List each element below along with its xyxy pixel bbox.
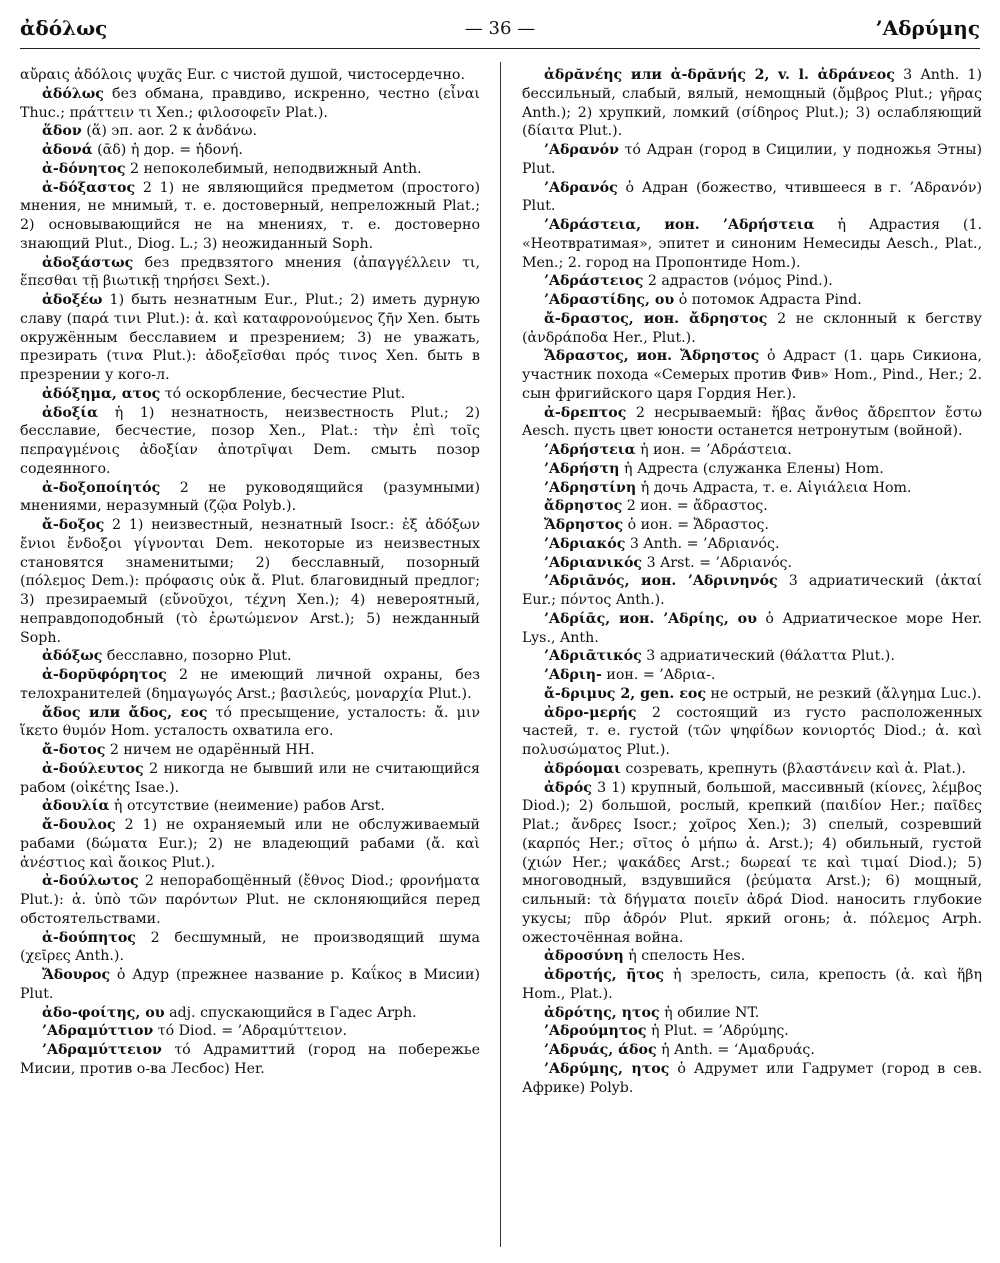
- dictionary-entry: [522, 404, 982, 442]
- right-column: [522, 66, 982, 1097]
- dictionary-entry: [522, 216, 982, 272]
- dictionary-entry: [20, 741, 480, 760]
- entry-headword: ἄ-δοτος: [42, 742, 106, 758]
- dictionary-entry: [522, 704, 982, 760]
- entry-definition: ἡ Plut. = ’Αδρύμης.: [646, 1023, 789, 1040]
- entry-definition: 2 1) неизвестный, незнатный Isocr.: ἐξ ἀδόξων ἔνιοι ἔνδοξοι γίγνονται Dem. некоторые из неизвестных становятся знаменитыми; 2) бесславный, позорный (πόλεμος Dem.): πρόφασις οὐκ ἄ. Plut. благовидный предлог; 3) презираемый (εὔνοῦχοι, τέχνη Xen.); 4) невероятный, неправдоподобный (τὸ ἐρωτώμενον Arst.); 5) нежданный Soph.: [20, 517, 480, 646]
- entry-headword: ’Αδράστεια, ион. ’Αδρήστεια: [544, 217, 815, 233]
- dictionary-entry: [522, 554, 982, 573]
- entry-headword: ἀ-δρεπτος: [544, 404, 627, 421]
- dictionary-entry: [20, 160, 480, 179]
- dictionary-entry: [522, 179, 982, 217]
- dictionary-entry: [20, 516, 480, 647]
- dictionary-entry: [522, 497, 982, 516]
- entry-headword: ἄ-δριμυς 2, gen. εος: [544, 685, 706, 702]
- entry-headword: ’Αδριανικός: [544, 554, 643, 571]
- dictionary-entry: [522, 479, 982, 498]
- entry-definition: без предвзятого мнения (ἀπαγγέλλειν τι, ἕπεσθαι τῇ βιωτικῇ τηρήσει Sext.).: [20, 254, 480, 290]
- entry-definition: ὁ ион. = Ἄδραστος.: [623, 517, 769, 533]
- entry-headword: ἄ-δοξος: [42, 517, 105, 533]
- dictionary-entry: [522, 685, 982, 704]
- entry-headword: ’Αδρύμης, ητος: [544, 1060, 670, 1077]
- entry-definition: 3 Anth. 1) бессильный, слабый, вялый, немощный (ὄμβρος Plut.; γῆρας Anth.); 2) хрупкий, ломкий (σίδηρος Plut.); 3) ослабляющий (δίαιτα Plut.).: [522, 67, 982, 140]
- entry-definition: αὔραις ἀδόλοις ψυχᾶς Eur. с чистой душой, чистосердечно.: [20, 67, 465, 83]
- entry-headword: ἀ-δοξοποίητός: [42, 479, 161, 496]
- dictionary-entry: [522, 310, 982, 348]
- dictionary-entry: [20, 929, 480, 967]
- entry-definition: 2 ничем не одарённый HH.: [105, 742, 315, 758]
- dictionary-entry: [522, 535, 982, 554]
- entry-definition: 2 1) не охраняемый или не обслуживаемый рабами (δώματα Eur.); 2) не владеющий рабами (ἄ. καὶ ἀνέστιος καὶ ἄοικος Plut.).: [20, 817, 480, 871]
- dictionary-entry: [20, 1004, 480, 1023]
- entry-headword: ἀδόξως: [42, 648, 103, 665]
- entry-definition: 2 не имеющий личной охраны, без телохранителей (δημαγωγός Arst.; βασιλεύς, μοναρχία Plut.).: [20, 667, 480, 702]
- dictionary-entry: [522, 441, 982, 460]
- dictionary-entry: [20, 666, 480, 704]
- entry-definition: τό Адрамиттий (город на побережье Мисии, против о-ва Лесбос) Her.: [20, 1042, 480, 1077]
- running-head-right: ’Αδρύμης: [875, 16, 980, 40]
- entry-definition: 1) быть незнатным Eur., Plut.; 2) иметь дурную славу (παρά τινι Plut.): ἀ. καὶ καταφρονούμενος ζῆν Xen. быть окружённым бесславием и презрением; 3) не уважать, презирать (τινα Plut.): ἀδοξεῖσθαι πρός τινος Xen. быть в презрении у кого-л.: [20, 292, 480, 383]
- entry-headword: ἅδον: [42, 123, 82, 140]
- entry-headword: ἀ-δούπητος: [42, 929, 136, 946]
- entry-definition: 2 ион. = ἄδραστος.: [622, 498, 768, 515]
- entry-headword: ’Αδραμύττιον: [42, 1023, 154, 1040]
- dictionary-entry: [20, 179, 480, 254]
- dictionary-entry: [522, 460, 982, 479]
- entry-definition: не острый, не резкий (ἄλγημα Luc.).: [706, 685, 982, 702]
- entry-definition: 2 состоящий из густо расположенных частей, т. е. густой (τῶν ψηφίδων κονιορτός Diod.; ἀ. καὶ πολυσώματος Plut.).: [522, 704, 982, 758]
- column-divider: [500, 62, 501, 1247]
- entry-headword: ἄ-δουλος: [42, 817, 116, 833]
- dictionary-entry: [20, 760, 480, 798]
- entry-definition: 2 никогда не бывший или не считающийся рабом (οἰκέτης Isae.).: [20, 760, 480, 796]
- running-head-left: ἀδόλως: [20, 16, 108, 40]
- entry-definition: ὁ Адриатическое море Her. Lys., Anth.: [522, 610, 982, 646]
- entry-headword: ἀδόξημα, ατος: [42, 385, 161, 402]
- dictionary-entry: [20, 85, 480, 123]
- entry-definition: τό оскорбление, бесчестие Plut.: [160, 385, 406, 402]
- entry-headword: ἀδοξάστως: [42, 254, 134, 271]
- dictionary-entry: [522, 1022, 982, 1041]
- entry-headword: ἀ-δόξαστος: [42, 179, 136, 196]
- entry-definition: 3 адриатический (ἀκταί Eur.; πόντος Anth.).: [522, 573, 982, 608]
- entry-definition: ἡ ион. = ’Αδράστεια.: [635, 442, 792, 458]
- entry-headword: ἀδόλως: [42, 85, 104, 102]
- entry-definition: ἡ спелость Hes.: [623, 948, 746, 965]
- entry-definition: 2 1) не являющийся предметом (простого) мнения, не мнимый, т. е. достоверный, непреложный Plat.; 2) основывающийся не на мнениях, т. е. достоверно знающий Plut., Diog. L.; 3) неожиданный Soph.: [20, 179, 480, 252]
- entry-headword: ’Αδριακός: [544, 535, 626, 552]
- dictionary-entry: [20, 1041, 480, 1079]
- entry-headword: ’Αδρούμητος: [544, 1023, 647, 1040]
- dictionary-entry: [20, 479, 480, 517]
- entry-headword: ἀδρο-μερής: [544, 704, 637, 721]
- dictionary-entry: [522, 647, 982, 666]
- dictionary-entry: [522, 272, 982, 291]
- entry-definition: 2 непоколебимый, неподвижный Anth.: [125, 160, 422, 177]
- left-column: [20, 66, 480, 1079]
- entry-headword: ’Αδρίᾱς, ион. ’Αδρίης, ου: [544, 610, 757, 627]
- entry-headword: ἀ-δούλωτος: [42, 873, 139, 890]
- entry-headword: ’Αδραστίδης, ου: [544, 292, 675, 308]
- dictionary-entry: [20, 66, 480, 85]
- entry-definition: ἡ 1) незнатность, неизвестность Plut.; 2) бесславие, бесчестие, позор Xen., Plat.: τὴν ἐπὶ τοῖς πεπραγμένοις ἀδοξίαν ἀποτρῖψαι Dem. смыть позор содеянного.: [20, 404, 480, 477]
- entry-definition: (ᾱδ) ἡ дор. = ἡδονή.: [92, 142, 243, 158]
- dictionary-entry: [20, 1022, 480, 1041]
- entry-definition: 3 1) крупный, большой, массивный (κίονες, λέμβος Diod.); 2) большой, рослый, крепкий (παιδίον Her.; παῖδες Plat.; ἄνδρες Isocr.; χοῖρος Xen.); 3) спелый, созревший (καρπός Her.; σῖτος ὁ μήπω ἀ. Arst.); 4) обильный, густой (χιών Her.; ψακάδες Arst.; δωρεαί τε καὶ τιμαί Diod.); 5) многоводный, вздувшийся (ῥεύματα Arst.); 6) мощный, сильный: τὰ δήγματα ποιεῖν ἀδρά Diod. наносить глубокие укусы; πῦρ ἀδρόν Plut. яркий огонь; ἀ. πόλεμος Arph. ожесточённая война.: [522, 779, 982, 946]
- entry-headword: ἀδοξία: [42, 404, 99, 421]
- entry-definition: ἡ Адреста (служанка Елены) Hom.: [619, 460, 884, 477]
- dictionary-entry: [522, 1004, 982, 1023]
- dictionary-entry: [20, 704, 480, 742]
- entry-definition: ἡ обилие NT.: [659, 1004, 760, 1021]
- entry-headword: Ἄδουρος: [42, 967, 111, 983]
- entry-headword: ’Αδράστειος: [544, 273, 644, 290]
- entry-definition: ὁ Адур (прежнее название р. Καΐκος в Мисии) Plut.: [20, 967, 480, 1002]
- dictionary-entry: [522, 141, 982, 179]
- entry-definition: созревать, крепнуть (βλαστάνειν καὶ ἀ. Plat.).: [620, 760, 966, 777]
- dictionary-entry: [522, 779, 982, 948]
- entry-headword: ’Αδριᾱτικός: [544, 648, 642, 665]
- entry-definition: τό пресыщение, усталость: ἄ. μιν ἵκετο θυμόν Hom. усталость охватила его.: [20, 704, 481, 740]
- entry-definition: 2 непорабощённый (ἔθνος Diod.; φρονήματα Plut.): ἀ. ὑπὸ τῶν παρόντων Plut. не склоняющийся перед обстоятельствами.: [20, 873, 480, 927]
- dictionary-entry: [522, 966, 982, 1004]
- entry-headword: ἀδονά: [42, 142, 93, 158]
- entry-definition: ἡ отсутствие (неимение) рабов Arst.: [109, 798, 385, 815]
- entry-definition: ἡ зрелость, сила, крепость (ἀ. καὶ ἥβη Hom., Plat.).: [522, 967, 983, 1002]
- dictionary-entry: [522, 947, 982, 966]
- entry-headword: ἀδρᾰνέης или ἀ-δρᾰνής 2, v. l. ἀδράνεος: [544, 67, 895, 83]
- entry-headword: ἀ-δορῠφόρητος: [42, 667, 167, 683]
- entry-headword: Ἄδρηστος: [544, 517, 624, 533]
- dictionary-entry: [20, 254, 480, 292]
- entry-definition: adj. спускающийся в Гадес Arph.: [164, 1004, 417, 1021]
- entry-headword: ἀ-δόνητος: [42, 160, 126, 177]
- dictionary-entry: [522, 1041, 982, 1060]
- entry-definition: 2 не склонный к бегству (ἀνδράποδα Her., Plut.).: [522, 310, 982, 346]
- entry-headword: ἀδρότης, ητος: [544, 1004, 660, 1021]
- entry-headword: ἀδροσύνη: [544, 948, 624, 965]
- dictionary-entry: [522, 610, 982, 648]
- entry-definition: (ἅ) эп. aor. 2 к ἁνδάνω.: [81, 123, 257, 140]
- dictionary-entry: [20, 872, 480, 928]
- entry-definition: ион. = ’Αδρια-.: [601, 667, 716, 683]
- entry-definition: ἡ Anth. = ‘Αμαδρυάς.: [656, 1042, 815, 1058]
- entry-definition: ὁ Адрумет или Гадрумет (город в сев. Африке) Polyb.: [522, 1060, 982, 1096]
- dictionary-entry: [522, 516, 982, 535]
- entry-definition: 2 несрываемый: ἥβας ἄνθος ἄδρεπτον ἔστω Aesch. пусть цвет юности останется нетронутым (войной).: [522, 404, 982, 440]
- entry-headword: ἀδοξέω: [42, 292, 103, 308]
- page-header: [20, 14, 980, 49]
- dictionary-entry: [522, 666, 982, 685]
- entry-headword: ἀδρός: [544, 779, 592, 796]
- entry-definition: 3 Anth. = ’Αδριανός.: [625, 535, 780, 552]
- entry-headword: ’Αδρηστίνη: [544, 479, 637, 496]
- entry-definition: ἡ Адрастия (1. «Неотвратимая», эпитет и синоним Немесиды Aesch., Plat., Men.; 2. город на Пропонтиде Hom.).: [522, 217, 982, 271]
- dictionary-entry: [20, 816, 480, 872]
- entry-headword: ’Αδριη-: [544, 667, 602, 683]
- entry-headword: ἄ-δραστος, ион. ἄδρηστος: [544, 310, 768, 327]
- entry-headword: ’Αδρήστεια: [544, 442, 636, 458]
- dictionary-entry: [20, 966, 480, 1004]
- entry-headword: ἀδο-φοίτης, ου: [42, 1004, 165, 1021]
- entry-definition: τό Адран (город в Сицилии, у подножья Этны) Plut.: [522, 142, 982, 177]
- entry-headword: ἀ-δούλευτος: [42, 760, 144, 777]
- dictionary-entry: [522, 760, 982, 779]
- entry-definition: 3 адриатический (θάλαττα Plut.).: [641, 648, 895, 665]
- entry-headword: ’Αδραμύττειον: [42, 1042, 162, 1058]
- dictionary-entry: [20, 797, 480, 816]
- entry-headword: ἀδρόομαι: [544, 760, 621, 777]
- dictionary-entry: [522, 1060, 982, 1098]
- entry-headword: ’Αδρυάς, άδος: [544, 1042, 657, 1058]
- entry-definition: 2 не руководящийся (разумными) мнениями, неразумный (ζῷα Polyb.).: [20, 479, 480, 515]
- entry-definition: 2 адрастов (νόμος Pind.).: [643, 273, 833, 290]
- entry-definition: ὁ Адраст (1. царь Сикиона, участник похода «Семерых против Фив» Hom., Pind., Her.; 2. сын фригийского царя Гордия Her.).: [522, 348, 983, 402]
- dictionary-entry: [522, 291, 982, 310]
- entry-headword: ἀδροτής, ῆτος: [544, 967, 665, 983]
- dictionary-entry: [20, 141, 480, 160]
- entry-definition: 3 Arst. = ’Αδριανός.: [642, 554, 792, 571]
- entry-definition: бесславно, позорно Plut.: [102, 648, 292, 665]
- dictionary-entry: [20, 385, 480, 404]
- entry-headword: ’Αδριᾱνός, ион. ’Αδρινηνός: [544, 573, 778, 590]
- entry-definition: 2 бесшумный, не производящий шума (χεῖρες Anth.).: [20, 929, 480, 965]
- dictionary-entry: [522, 572, 982, 610]
- entry-headword: ἀδουλία: [42, 798, 110, 815]
- entry-headword: ’Αδρανόν: [544, 142, 619, 158]
- entry-headword: ἄδρηστος: [544, 498, 623, 515]
- dictionary-entry: [522, 347, 982, 403]
- entry-definition: ὁ потомок Адраста Pind.: [674, 292, 862, 308]
- entry-definition: ὁ Адран (божество, чтившееся в г. ’Αδρανόν) Plut.: [522, 179, 982, 215]
- entry-definition: без обмана, правдиво, искренно, честно (εἶναι Thuc.; πράττειν τι Xen.; φιλοσοφεῖν Plat.).: [20, 85, 480, 121]
- page-number: — 36 —: [464, 18, 536, 39]
- entry-headword: ’Αδρήστη: [544, 460, 620, 477]
- entry-definition: τό Diod. = ’Αδραμύττειον.: [153, 1023, 347, 1040]
- entry-headword: ’Αδρανός: [544, 179, 618, 196]
- dictionary-entry: [20, 647, 480, 666]
- entry-headword: ἄδος или ἄδος, εος: [42, 704, 208, 721]
- dictionary-entry: [20, 291, 480, 385]
- dictionary-entry: [522, 66, 982, 141]
- dictionary-entry: [20, 404, 480, 479]
- entry-definition: ἡ дочь Адраста, т. е. Αἰγιάλεια Hom.: [636, 479, 912, 496]
- dictionary-entry: [20, 122, 480, 141]
- entry-headword: Ἄδραστος, ион. Ἄδρηστος: [544, 348, 760, 365]
